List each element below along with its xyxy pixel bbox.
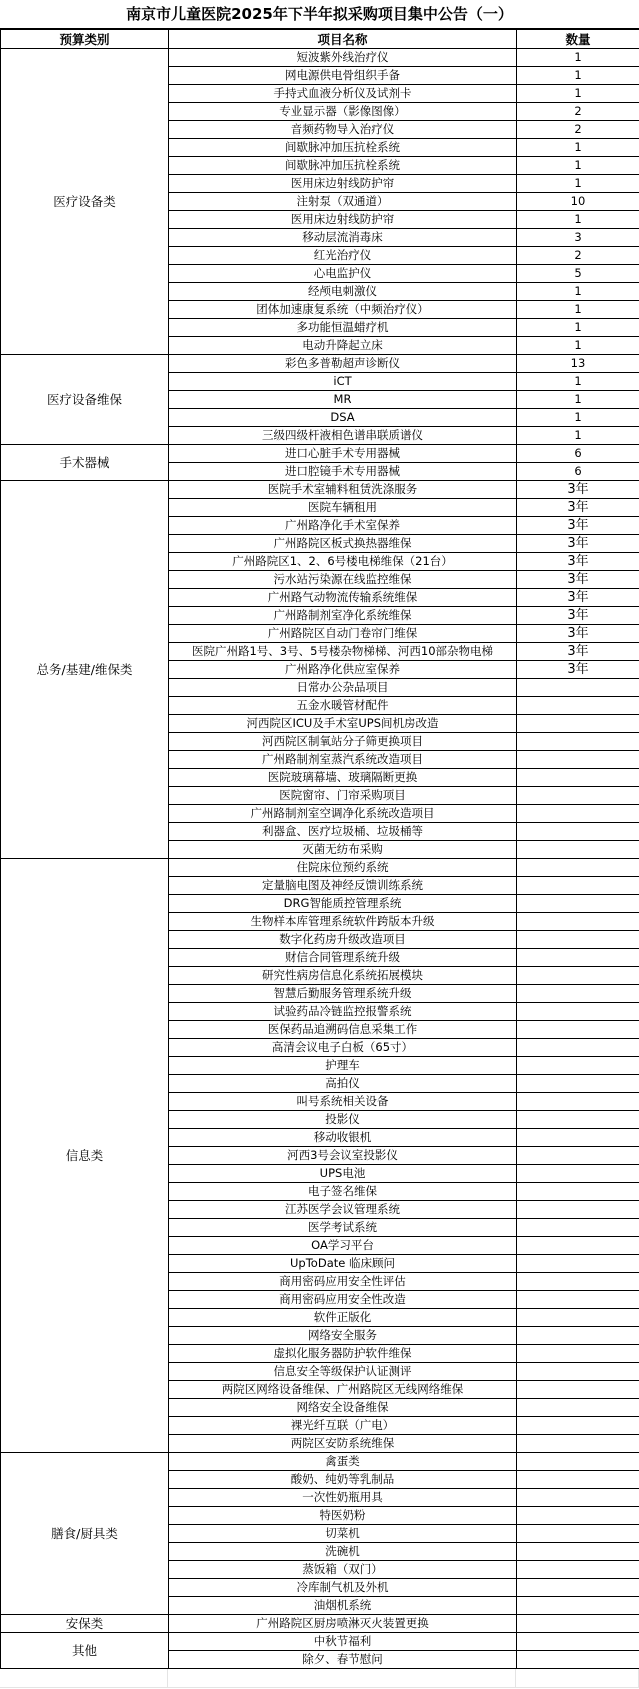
project-name-cell: 研究性病房信息化系统拓展模块 bbox=[169, 967, 517, 985]
quantity-cell bbox=[517, 1219, 639, 1237]
quantity-cell bbox=[517, 1201, 639, 1219]
quantity-cell bbox=[517, 787, 639, 805]
quantity-cell: 3年 bbox=[517, 625, 639, 643]
project-name-cell: UPS电池 bbox=[169, 1165, 517, 1183]
quantity-cell bbox=[517, 1435, 639, 1453]
quantity-cell bbox=[517, 697, 639, 715]
project-name-cell: 电动升降起立床 bbox=[169, 337, 517, 355]
quantity-cell: 1 bbox=[517, 301, 639, 319]
project-name-cell: 洗碗机 bbox=[169, 1543, 517, 1561]
quantity-cell: 1 bbox=[517, 391, 639, 409]
quantity-cell bbox=[517, 859, 639, 877]
quantity-cell bbox=[517, 1453, 639, 1471]
quantity-cell bbox=[517, 1093, 639, 1111]
project-name-cell: 广州路院区1、2、6号楼电梯维保（21台） bbox=[169, 553, 517, 571]
project-name-cell: 广州路气动物流传输系统维保 bbox=[169, 589, 517, 607]
project-name-cell: 短波紫外线治疗仪 bbox=[169, 49, 517, 67]
quantity-cell bbox=[517, 1255, 639, 1273]
project-name-cell: 广州路院区厨房喷淋灭火装置更换 bbox=[169, 1615, 517, 1633]
table-row bbox=[1, 1615, 639, 1633]
quantity-cell bbox=[517, 1345, 639, 1363]
project-name-cell: 医用床边射线防护帘 bbox=[169, 175, 517, 193]
project-name-cell: 两院区网络设备维保、广州路院区无线网络维保 bbox=[169, 1381, 517, 1399]
quantity-cell bbox=[517, 1291, 639, 1309]
quantity-cell bbox=[517, 715, 639, 733]
quantity-cell: 1 bbox=[517, 157, 639, 175]
quantity-cell bbox=[517, 679, 639, 697]
table-row bbox=[1, 859, 639, 877]
quantity-cell: 6 bbox=[517, 463, 639, 481]
header-project-name: 项目名称 bbox=[169, 30, 517, 49]
project-name-cell: 医院玻璃幕墙、玻璃隔断更换 bbox=[169, 769, 517, 787]
project-name-cell: 两院区安防系统维保 bbox=[169, 1435, 517, 1453]
quantity-cell: 2 bbox=[517, 121, 639, 139]
project-name-cell: 除夕、春节慰问 bbox=[169, 1651, 517, 1669]
project-name-cell: 红光治疗仪 bbox=[169, 247, 517, 265]
quantity-cell bbox=[517, 1057, 639, 1075]
quantity-cell: 3 bbox=[517, 229, 639, 247]
quantity-cell bbox=[517, 1075, 639, 1093]
budget-category-cell: 信息类 bbox=[1, 859, 169, 1453]
quantity-cell bbox=[517, 1363, 639, 1381]
quantity-cell bbox=[517, 1309, 639, 1327]
table-row bbox=[1, 1453, 639, 1471]
project-name-cell: 网络安全服务 bbox=[169, 1327, 517, 1345]
project-name-cell: 网络安全设备维保 bbox=[169, 1399, 517, 1417]
project-name-cell: UpToDate 临床顾问 bbox=[169, 1255, 517, 1273]
procurement-table bbox=[0, 29, 639, 1669]
project-name-cell: 中秋节福利 bbox=[169, 1633, 517, 1651]
quantity-cell: 1 bbox=[517, 175, 639, 193]
quantity-cell bbox=[517, 1615, 639, 1633]
project-name-cell: 冷库制气机及外机 bbox=[169, 1579, 517, 1597]
project-name-cell: 软件正版化 bbox=[169, 1309, 517, 1327]
project-name-cell: MR bbox=[169, 391, 517, 409]
budget-category-cell: 医疗设备类 bbox=[1, 49, 169, 355]
project-name-cell: 进口腔镜手术专用器械 bbox=[169, 463, 517, 481]
project-name-cell: 专业显示器（影像图像） bbox=[169, 103, 517, 121]
project-name-cell: 定量脑电图及神经反馈训练系统 bbox=[169, 877, 517, 895]
quantity-cell bbox=[517, 1633, 639, 1651]
quantity-cell bbox=[517, 1273, 639, 1291]
project-name-cell: 团体加速康复系统（中频治疗仪） bbox=[169, 301, 517, 319]
project-name-cell: 医学考试系统 bbox=[169, 1219, 517, 1237]
project-name-cell: 广州路院区板式换热器维保 bbox=[169, 535, 517, 553]
table-row bbox=[1, 355, 639, 373]
project-name-cell: 间歇脉冲加压抗栓系统 bbox=[169, 139, 517, 157]
project-name-cell: 彩色多普勒超声诊断仪 bbox=[169, 355, 517, 373]
quantity-cell: 1 bbox=[517, 427, 639, 445]
quantity-cell bbox=[517, 1399, 639, 1417]
project-name-cell: 高拍仪 bbox=[169, 1075, 517, 1093]
quantity-cell bbox=[517, 1597, 639, 1615]
quantity-cell: 1 bbox=[517, 373, 639, 391]
quantity-cell bbox=[517, 1237, 639, 1255]
quantity-cell: 1 bbox=[517, 409, 639, 427]
table-row bbox=[1, 49, 639, 67]
quantity-cell bbox=[517, 913, 639, 931]
quantity-cell: 3年 bbox=[517, 661, 639, 679]
budget-category-cell: 安保类 bbox=[1, 1615, 169, 1633]
quantity-cell: 6 bbox=[517, 445, 639, 463]
project-name-cell: 叫号系统相关设备 bbox=[169, 1093, 517, 1111]
quantity-cell: 3年 bbox=[517, 481, 639, 499]
budget-category-cell: 膳食/厨具类 bbox=[1, 1453, 169, 1615]
project-name-cell: 移动收银机 bbox=[169, 1129, 517, 1147]
project-name-cell: 商用密码应用安全性评估 bbox=[169, 1273, 517, 1291]
table-header-row bbox=[1, 30, 639, 49]
quantity-cell bbox=[517, 877, 639, 895]
project-name-cell: 智慧后勤服务管理系统升级 bbox=[169, 985, 517, 1003]
quantity-cell bbox=[517, 1417, 639, 1435]
project-name-cell: 特医奶粉 bbox=[169, 1507, 517, 1525]
project-name-cell: 财信合同管理系统升级 bbox=[169, 949, 517, 967]
header-budget-category: 预算类别 bbox=[1, 30, 169, 49]
table-body bbox=[1, 49, 639, 1669]
quantity-cell: 2 bbox=[517, 103, 639, 121]
quantity-cell bbox=[517, 895, 639, 913]
quantity-cell bbox=[517, 1489, 639, 1507]
project-name-cell: 医院手术室辅料租赁洗涤服务 bbox=[169, 481, 517, 499]
budget-category-cell: 其他 bbox=[1, 1633, 169, 1669]
quantity-cell: 5 bbox=[517, 265, 639, 283]
quantity-cell bbox=[517, 1525, 639, 1543]
quantity-cell bbox=[517, 1039, 639, 1057]
project-name-cell: DSA bbox=[169, 409, 517, 427]
quantity-cell bbox=[517, 733, 639, 751]
project-name-cell: 切菜机 bbox=[169, 1525, 517, 1543]
quantity-cell: 10 bbox=[517, 193, 639, 211]
project-name-cell: 广州路院区自动门卷帘门维保 bbox=[169, 625, 517, 643]
project-name-cell: 住院床位预约系统 bbox=[169, 859, 517, 877]
quantity-cell bbox=[517, 1651, 639, 1669]
project-name-cell: 江苏医学会议管理系统 bbox=[169, 1201, 517, 1219]
empty-sheet-row bbox=[0, 1669, 639, 1688]
budget-category-cell: 手术器械 bbox=[1, 445, 169, 481]
table-row bbox=[1, 1633, 639, 1651]
quantity-cell: 3年 bbox=[517, 643, 639, 661]
project-name-cell: 医院广州路1号、3号、5号楼杂物梯梯、河西10部杂物电梯 bbox=[169, 643, 517, 661]
project-name-cell: 电子签名维保 bbox=[169, 1183, 517, 1201]
quantity-cell: 1 bbox=[517, 139, 639, 157]
quantity-cell bbox=[517, 1147, 639, 1165]
project-name-cell: 河西院区制氧站分子筛更换项目 bbox=[169, 733, 517, 751]
project-name-cell: 手持式血液分析仪及试剂卡 bbox=[169, 85, 517, 103]
budget-category-cell: 总务/基建/维保类 bbox=[1, 481, 169, 859]
project-name-cell: 日常办公杂品项目 bbox=[169, 679, 517, 697]
table-row bbox=[1, 445, 639, 463]
project-name-cell: 多功能恒温蜡疗机 bbox=[169, 319, 517, 337]
quantity-cell: 3年 bbox=[517, 553, 639, 571]
quantity-cell: 3年 bbox=[517, 607, 639, 625]
project-name-cell: 裸光纤互联（广电） bbox=[169, 1417, 517, 1435]
quantity-cell bbox=[517, 751, 639, 769]
quantity-cell: 1 bbox=[517, 283, 639, 301]
project-name-cell: 生物样本库管理系统软件跨版本升级 bbox=[169, 913, 517, 931]
project-name-cell: 广州路制剂室净化系统维保 bbox=[169, 607, 517, 625]
project-name-cell: 经颅电刺激仪 bbox=[169, 283, 517, 301]
quantity-cell: 1 bbox=[517, 67, 639, 85]
quantity-cell: 1 bbox=[517, 49, 639, 67]
project-name-cell: 音频药物导入治疗仪 bbox=[169, 121, 517, 139]
header-quantity: 数量 bbox=[517, 30, 639, 49]
quantity-cell: 3年 bbox=[517, 535, 639, 553]
project-name-cell: 医院车辆租用 bbox=[169, 499, 517, 517]
quantity-cell: 3年 bbox=[517, 499, 639, 517]
project-name-cell: 广州路制剂室蒸汽系统改造项目 bbox=[169, 751, 517, 769]
project-name-cell: OA学习平台 bbox=[169, 1237, 517, 1255]
quantity-cell: 3年 bbox=[517, 589, 639, 607]
quantity-cell: 1 bbox=[517, 211, 639, 229]
project-name-cell: 信息安全等级保护认证测评 bbox=[169, 1363, 517, 1381]
quantity-cell bbox=[517, 1561, 639, 1579]
project-name-cell: 高清会议电子白板（65寸） bbox=[169, 1039, 517, 1057]
project-name-cell: 广州路净化供应室保养 bbox=[169, 661, 517, 679]
project-name-cell: 移动层流消毒床 bbox=[169, 229, 517, 247]
project-name-cell: 注射泵（双通道） bbox=[169, 193, 517, 211]
quantity-cell bbox=[517, 769, 639, 787]
quantity-cell bbox=[517, 1381, 639, 1399]
project-name-cell: 医院窗帘、门帘采购项目 bbox=[169, 787, 517, 805]
project-name-cell: 河西院区ICU及手术室UPS间机房改造 bbox=[169, 715, 517, 733]
project-name-cell: 试验药品冷链监控报警系统 bbox=[169, 1003, 517, 1021]
project-name-cell: 数字化药房升级改造项目 bbox=[169, 931, 517, 949]
project-name-cell: 酸奶、纯奶等乳制品 bbox=[169, 1471, 517, 1489]
project-name-cell: 网电源供电骨组织手备 bbox=[169, 67, 517, 85]
project-name-cell: 一次性奶瓶用具 bbox=[169, 1489, 517, 1507]
quantity-cell bbox=[517, 823, 639, 841]
project-name-cell: 三级四级杆液相色谱串联质谱仪 bbox=[169, 427, 517, 445]
project-name-cell: 五金水暖管材配件 bbox=[169, 697, 517, 715]
project-name-cell: 河西3号会议室投影仪 bbox=[169, 1147, 517, 1165]
quantity-cell: 3年 bbox=[517, 571, 639, 589]
quantity-cell bbox=[517, 1327, 639, 1345]
project-name-cell: 污水站污染源在线监控维保 bbox=[169, 571, 517, 589]
project-name-cell: 投影仪 bbox=[169, 1111, 517, 1129]
budget-category-cell: 医疗设备维保 bbox=[1, 355, 169, 445]
quantity-cell: 1 bbox=[517, 85, 639, 103]
document-title: 南京市儿童医院2025年下半年拟采购项目集中公告（一） bbox=[0, 0, 639, 29]
quantity-cell bbox=[517, 931, 639, 949]
quantity-cell bbox=[517, 967, 639, 985]
quantity-cell bbox=[517, 1471, 639, 1489]
quantity-cell bbox=[517, 1003, 639, 1021]
quantity-cell bbox=[517, 1129, 639, 1147]
quantity-cell bbox=[517, 1183, 639, 1201]
project-name-cell: 油烟机系统 bbox=[169, 1597, 517, 1615]
project-name-cell: 灭菌无纺布采购 bbox=[169, 841, 517, 859]
quantity-cell: 13 bbox=[517, 355, 639, 373]
quantity-cell: 2 bbox=[517, 247, 639, 265]
quantity-cell: 1 bbox=[517, 337, 639, 355]
quantity-cell bbox=[517, 949, 639, 967]
project-name-cell: 间歇脉冲加压抗栓系统 bbox=[169, 157, 517, 175]
quantity-cell bbox=[517, 1579, 639, 1597]
project-name-cell: 进口心脏手术专用器械 bbox=[169, 445, 517, 463]
project-name-cell: 护理车 bbox=[169, 1057, 517, 1075]
project-name-cell: 利器盒、医疗垃圾桶、垃圾桶等 bbox=[169, 823, 517, 841]
project-name-cell: 蒸饭箱（双门） bbox=[169, 1561, 517, 1579]
quantity-cell bbox=[517, 1165, 639, 1183]
quantity-cell bbox=[517, 1543, 639, 1561]
quantity-cell bbox=[517, 1507, 639, 1525]
project-name-cell: 医保药品追溯码信息采集工作 bbox=[169, 1021, 517, 1039]
quantity-cell bbox=[517, 1021, 639, 1039]
project-name-cell: DRG智能质控管理系统 bbox=[169, 895, 517, 913]
project-name-cell: 心电监护仪 bbox=[169, 265, 517, 283]
quantity-cell: 1 bbox=[517, 319, 639, 337]
table-row bbox=[1, 481, 639, 499]
quantity-cell bbox=[517, 985, 639, 1003]
project-name-cell: iCT bbox=[169, 373, 517, 391]
project-name-cell: 广州路制剂室空调净化系统改造项目 bbox=[169, 805, 517, 823]
quantity-cell bbox=[517, 841, 639, 859]
project-name-cell: 商用密码应用安全性改造 bbox=[169, 1291, 517, 1309]
quantity-cell bbox=[517, 805, 639, 823]
project-name-cell: 虚拟化服务器防护软件维保 bbox=[169, 1345, 517, 1363]
project-name-cell: 医用床边射线防护帘 bbox=[169, 211, 517, 229]
quantity-cell bbox=[517, 1111, 639, 1129]
quantity-cell: 3年 bbox=[517, 517, 639, 535]
project-name-cell: 禽蛋类 bbox=[169, 1453, 517, 1471]
project-name-cell: 广州路净化手术室保养 bbox=[169, 517, 517, 535]
